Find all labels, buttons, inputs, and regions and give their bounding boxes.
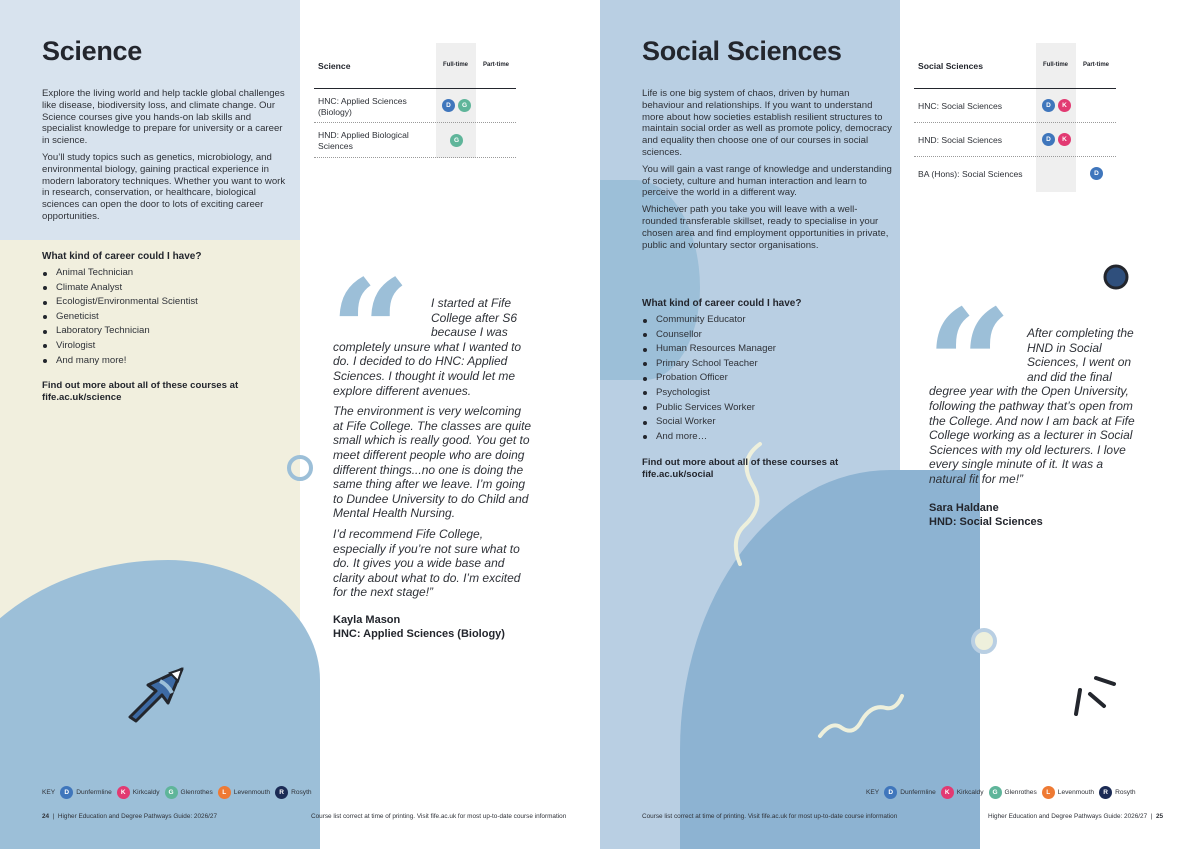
campus-badge-kirkcaldy: K [1058, 133, 1071, 146]
campus-badge-levenmouth: L [218, 786, 231, 799]
campus-badge-dunfermline: D [1042, 133, 1055, 146]
campus-badge-glenrothes: G [450, 134, 463, 147]
campus-name: Levenmouth [1057, 789, 1095, 796]
list-item: Virologist [42, 339, 198, 354]
intro-text [42, 88, 290, 228]
ring-decoration-icon [285, 453, 315, 483]
campus-badge-rosyth: R [275, 786, 288, 799]
list-item: Geneticist [42, 310, 198, 325]
table-row [314, 89, 516, 123]
author-course: HNC: Applied Sciences (Biology) [333, 628, 505, 640]
career-list [642, 313, 776, 444]
sparkle-lines-icon [1070, 670, 1120, 720]
table-header-full-time: Full-time [1043, 62, 1068, 68]
dark-dot-decoration-icon [1101, 262, 1131, 292]
footer-separator: | [1150, 813, 1153, 820]
campus-badge-dunfermline: D [884, 786, 897, 799]
campus-badge-dunfermline: D [1090, 167, 1103, 180]
table-header-subject: Social Sciences [918, 61, 983, 71]
author-course: HND: Social Sciences [929, 516, 1043, 528]
table-header [314, 43, 516, 89]
course-table [914, 43, 1116, 192]
table-header-full-time: Full-time [443, 62, 468, 68]
arrow-cursor-icon [118, 655, 198, 735]
list-item: Animal Technician [42, 266, 198, 281]
list-item: And more… [642, 430, 776, 445]
testimonial-quote [333, 296, 533, 606]
list-item: Counsellor [642, 328, 776, 343]
quote-author [333, 613, 505, 641]
list-item: Primary School Teacher [642, 357, 776, 372]
table-row [914, 157, 1116, 192]
campus-badge-kirkcaldy: K [941, 786, 954, 799]
page-number: 24 [42, 813, 50, 820]
part-time-campuses [1090, 167, 1103, 180]
full-time-campuses [450, 134, 463, 147]
squiggle-decoration-icon [816, 690, 906, 740]
intro-paragraph: Explore the living world and help tackle global challenges like disease, biodiversity loss, and climate change. Our Science courses give you hands-on lab skills and specialist knowledge to prepare for university or a career in science. [42, 88, 285, 147]
footer-right [988, 813, 1163, 820]
campus-name: Levenmouth [233, 789, 271, 796]
campus-badge-kirkcaldy: K [117, 786, 130, 799]
find-out-link[interactable]: Find out more about all of these courses at fife.ac.uk/social [642, 457, 839, 480]
full-time-campuses [1042, 133, 1071, 146]
table-row [314, 123, 516, 158]
list-item: Climate Analyst [42, 281, 198, 296]
campus-badge-glenrothes: G [165, 786, 178, 799]
list-item: Probation Officer [642, 371, 776, 386]
table-header [914, 43, 1116, 89]
campus-key [42, 786, 312, 799]
campus-badge-rosyth: R [1099, 786, 1112, 799]
footer-title: Higher Education and Degree Pathways Guide: 2026/27 [988, 813, 1148, 820]
page-number: 25 [1155, 813, 1164, 820]
course-table [314, 43, 516, 158]
course-name: HND: Social Sciences [918, 135, 1003, 145]
campus-name: Glenrothes [180, 789, 213, 796]
author-name: Kayla Mason [333, 614, 401, 626]
campus-name: Rosyth [291, 789, 312, 796]
author-name: Sara Haldane [929, 502, 999, 514]
campus-badge-kirkcaldy: K [1058, 99, 1071, 112]
full-time-campuses [442, 99, 471, 112]
campus-name: Kirkcaldy [132, 789, 160, 796]
list-item: Public Services Worker [642, 401, 776, 416]
quote-paragraph: After completing the HND in Social Sciences, I went on and did the final degree year with the Open University, following the pathway that’s open from the College. And now I am back at Fife College working as a lecturer in Social Sciences with my old lecturers. I love every single minute of it. It was a natural fit for me!” [929, 326, 1135, 486]
course-name: BA (Hons): Social Sciences [918, 169, 1023, 179]
footer-note: Course list correct at time of printing. Visit fife.ac.uk for most up-to-date course information [642, 813, 898, 820]
quote-paragraph: The environment is very welcoming at Fife College. The classes are quite small which is really good. You get to meet different people who are doing different things...no one is doing the same thing after we leave. I’m going to Dundee University to do Child and Mental Health Nursing. [333, 404, 532, 521]
campus-badge-dunfermline: D [442, 99, 455, 112]
campus-badge-glenrothes: G [989, 786, 1002, 799]
ring-decoration-icon [968, 625, 1000, 657]
campus-badge-dunfermline: D [1042, 99, 1055, 112]
quote-paragraph: I started at Fife College after S6 because I was completely unsure what I wanted to do. I decided to do HNC: Applied Sciences. I thought it would let me explore different avenues. [333, 296, 522, 398]
footer-title: Higher Education and Degree Pathways Guide: 2026/27 [57, 813, 218, 820]
career-heading: What kind of career could I have? [642, 298, 802, 309]
list-item: And many more! [42, 354, 198, 369]
list-item: Social Worker [642, 415, 776, 430]
footer-note: Course list correct at time of printing. Visit fife.ac.uk for most up-to-date course information [311, 813, 567, 820]
intro-paragraph: You will gain a vast range of knowledge and understanding of society, culture and human interaction and learn to perceive the world in a different way. [642, 163, 892, 199]
course-name: HNC: Social Sciences [918, 101, 1003, 111]
right-page [600, 0, 1200, 849]
campus-badge-levenmouth: L [1042, 786, 1055, 799]
campus-name: Dunfermline [900, 789, 936, 796]
testimonial-quote [929, 326, 1139, 493]
campus-name: Kirkcaldy [956, 789, 984, 796]
campus-name: Rosyth [1115, 789, 1136, 796]
list-item: Community Educator [642, 313, 776, 328]
quote-author [929, 501, 1043, 529]
intro-paragraph: You’ll study topics such as genetics, microbiology, and environmental biology, gaining practical experience in modern laboratory techniques. Whether you want to work in research, conservation, or healthcare, biological sciences can open the door to lots of exciting career opportunities. [42, 151, 286, 222]
campus-name: Glenrothes [1004, 789, 1037, 796]
table-header-part-time: Part-time [483, 62, 510, 68]
full-time-campuses [1042, 99, 1071, 112]
career-list [42, 266, 198, 368]
key-label: KEY [866, 789, 880, 796]
find-out-link[interactable]: Find out more about all of these courses at fife.ac.uk/science [42, 380, 239, 403]
table-row [914, 123, 1116, 157]
page-title: Social Sciences [642, 36, 842, 66]
campus-key [866, 786, 1136, 799]
table-header-part-time: Part-time [1083, 62, 1110, 68]
campus-name: Dunfermline [76, 789, 112, 796]
course-name: HNC: Applied Sciences (Biology) [318, 96, 407, 117]
table-header-subject: Science [318, 61, 351, 71]
career-heading: What kind of career could I have? [42, 251, 202, 262]
intro-text [642, 88, 892, 256]
list-item: Psychologist [642, 386, 776, 401]
quote-paragraph: I’d recommend Fife College, especially if you’re not sure what to do. It gives you a wide base and clarity about what to do. I’m excited for the next stage!” [333, 526, 521, 600]
course-name: HND: Applied Biological Sciences [318, 130, 409, 151]
footer-left: 24 | Higher Education and Degree Pathways Guide: 2026/27 [42, 813, 218, 820]
key-label: KEY [42, 789, 56, 796]
campus-badge-dunfermline: D [60, 786, 73, 799]
list-item: Laboratory Technician [42, 324, 198, 339]
intro-paragraph: Whichever path you take you will leave with a well-rounded transferable skillset, ready to specialise in your chosen area and find employment opportunities in private, public and voluntary sector organisations. [642, 204, 889, 251]
table-row [914, 89, 1116, 123]
page-title: Science [42, 36, 142, 66]
list-item: Ecologist/Environmental Scientist [42, 295, 198, 310]
campus-badge-glenrothes: G [458, 99, 471, 112]
intro-paragraph: Life is one big system of chaos, driven by human behaviour and relationships. If you want to understand more about how societies establish resilient structures to maintain social order as well as promote policy, democracy and equality then choose one of our courses in social sciences. [642, 88, 892, 158]
list-item: Human Resources Manager [642, 342, 776, 357]
